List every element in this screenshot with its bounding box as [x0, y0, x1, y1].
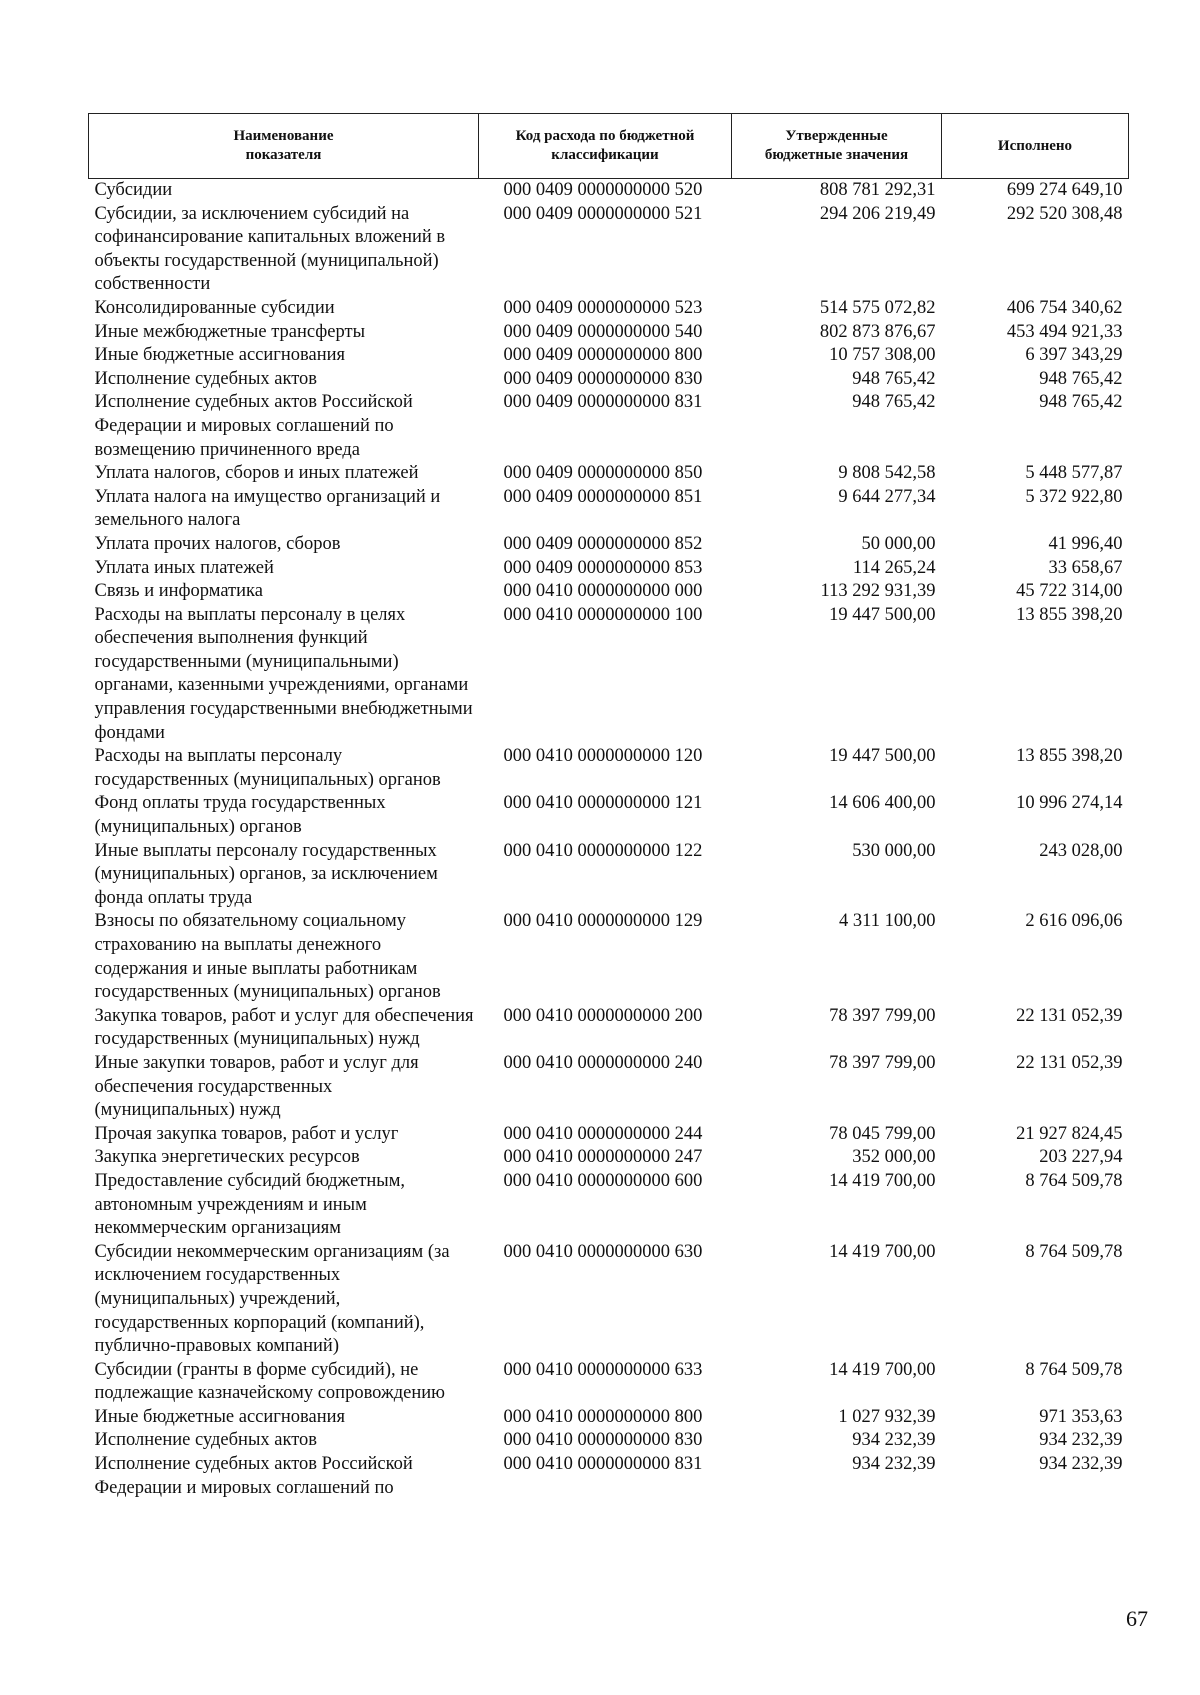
- cell-name: Расходы на выплаты персоналу государственных (муниципальных) органов: [94, 746, 441, 790]
- table-row: [89, 745, 1129, 792]
- table-row: [89, 557, 1129, 581]
- cell-approved: 10 757 308,00: [829, 345, 936, 366]
- cell-name: Иные выплаты персоналу государственных (муниципальных) органов, за исключением фонда оплаты труда: [94, 840, 438, 908]
- table-header: [89, 114, 1129, 179]
- cell-executed: 22 131 052,39: [1016, 1052, 1123, 1073]
- cell-code: 000 0409 0000000000 523: [503, 297, 703, 318]
- table-row: [89, 1241, 1129, 1359]
- cell-approved: 14 606 400,00: [829, 793, 936, 814]
- header-name: Наименование показателя: [89, 114, 479, 179]
- cell-executed: 33 658,67: [1048, 557, 1123, 578]
- cell-approved: 1 027 932,39: [838, 1406, 936, 1427]
- cell-executed: 41 996,40: [1048, 533, 1123, 554]
- table-row: [89, 1123, 1129, 1147]
- cell-executed: 13 855 398,20: [1016, 604, 1123, 625]
- cell-name: Исполнение судебных актов: [94, 368, 318, 389]
- table-body: [89, 179, 1129, 1501]
- cell-name: Фонд оплаты труда государственных (муниципальных) органов: [94, 793, 386, 838]
- cell-name: Прочая закупка товаров, работ и услуг: [94, 1123, 399, 1144]
- cell-executed: 8 764 509,78: [1025, 1170, 1123, 1191]
- cell-name: Иные бюджетные ассигнования: [94, 1406, 346, 1427]
- header-approved: Утвержденные бюджетные значения: [732, 114, 942, 179]
- cell-name: Субсидии некоммерческим организациям (за исключением государственных (муниципальных) учреждений, государственных корпораций (компаний), публично-правовых компаний): [94, 1241, 450, 1357]
- table-row: [89, 344, 1129, 368]
- table-row: [89, 1052, 1129, 1123]
- cell-code: 000 0409 0000000000 540: [503, 321, 703, 342]
- cell-name: Предоставление субсидий бюджетным, автономным учреждениям и иным некоммерческим организациям: [94, 1170, 406, 1239]
- cell-executed: 45 722 314,00: [1016, 581, 1123, 602]
- cell-approved: 948 765,42: [852, 368, 936, 389]
- cell-executed: 2 616 096,06: [1025, 911, 1123, 932]
- cell-executed: 292 520 308,48: [1006, 203, 1123, 224]
- header-code: Код расхода по бюджетной классификации: [479, 114, 732, 179]
- cell-approved: 934 232,39: [852, 1430, 936, 1451]
- cell-code: 000 0410 0000000000 630: [503, 1241, 703, 1262]
- cell-approved: 14 419 700,00: [829, 1241, 936, 1262]
- cell-approved: 9 808 542,58: [838, 463, 936, 484]
- cell-executed: 6 397 343,29: [1025, 345, 1123, 366]
- cell-code: 000 0409 0000000000 521: [503, 203, 703, 224]
- cell-code: 000 0409 0000000000 520: [503, 180, 703, 200]
- header-executed: Исполнено: [942, 114, 1129, 179]
- cell-approved: 514 575 072,82: [819, 297, 936, 318]
- cell-code: 000 0409 0000000000 851: [503, 486, 703, 507]
- cell-code: 000 0409 0000000000 852: [503, 533, 703, 554]
- cell-executed: 203 227,94: [1039, 1147, 1123, 1168]
- cell-approved: 78 397 799,00: [829, 1005, 936, 1026]
- cell-code: 000 0410 0000000000 200: [503, 1005, 703, 1026]
- cell-name: Уплата налогов, сборов и иных платежей: [94, 463, 419, 484]
- cell-approved: 78 045 799,00: [829, 1123, 936, 1144]
- table-row: [89, 486, 1129, 533]
- cell-name: Взносы по обязательному социальному страхованию на выплаты денежного содержания и иные выплаты работникам государственных (муниципальных) органов: [94, 911, 441, 1003]
- cell-executed: 8 764 509,78: [1025, 1359, 1123, 1380]
- table-row: [89, 1453, 1129, 1500]
- cell-approved: 808 781 292,31: [819, 180, 936, 200]
- table-row: [89, 1170, 1129, 1241]
- document-page: [88, 113, 1128, 1500]
- cell-executed: 948 765,42: [1039, 368, 1123, 389]
- cell-name: Уплата прочих налогов, сборов: [94, 533, 341, 554]
- cell-approved: 113 292 931,39: [820, 581, 936, 602]
- cell-approved: 948 765,42: [852, 392, 936, 413]
- table-row: [89, 1005, 1129, 1052]
- cell-code: 000 0410 0000000000 000: [503, 581, 703, 602]
- cell-name: Расходы на выплаты персоналу в целях обеспечения выполнения функций государственными (муниципальными) органами, казенными учреждениями, органами управления государственными внебюджетными фондами: [94, 604, 473, 743]
- table-row: [89, 1359, 1129, 1406]
- cell-approved: 9 644 277,34: [838, 486, 936, 507]
- cell-name: Исполнение судебных актов Российской Федерации и мировых соглашений по возмещению причиненного вреда: [94, 392, 413, 460]
- cell-approved: 19 447 500,00: [829, 746, 936, 767]
- cell-executed: 5 372 922,80: [1025, 486, 1123, 507]
- cell-executed: 10 996 274,14: [1016, 793, 1123, 814]
- cell-code: 000 0410 0000000000 831: [503, 1454, 703, 1475]
- cell-code: 000 0410 0000000000 633: [503, 1359, 703, 1380]
- cell-code: 000 0409 0000000000 830: [503, 368, 703, 389]
- cell-name: Консолидированные субсидии: [94, 297, 335, 318]
- table-row: [89, 297, 1129, 321]
- table-row: [89, 1146, 1129, 1170]
- cell-name: Субсидии, за исключением субсидий на софинансирование капитальных вложений в объекты государственной (муниципальной) собственности: [94, 203, 446, 295]
- cell-code: 000 0410 0000000000 830: [503, 1430, 703, 1451]
- cell-executed: 948 765,42: [1039, 392, 1123, 413]
- cell-approved: 934 232,39: [852, 1454, 936, 1475]
- cell-executed: 934 232,39: [1039, 1430, 1123, 1451]
- cell-name: Связь и информатика: [94, 581, 263, 602]
- cell-approved: 4 311 100,00: [839, 911, 936, 932]
- cell-name: Исполнение судебных актов: [94, 1430, 318, 1451]
- table-row: [89, 1429, 1129, 1453]
- cell-approved: 294 206 219,49: [819, 203, 936, 224]
- cell-code: 000 0410 0000000000 247: [503, 1147, 703, 1168]
- cell-executed: 971 353,63: [1039, 1406, 1123, 1427]
- cell-code: 000 0410 0000000000 800: [503, 1406, 703, 1427]
- cell-approved: 802 873 876,67: [819, 321, 936, 342]
- cell-executed: 699 274 649,10: [1006, 180, 1123, 200]
- cell-code: 000 0410 0000000000 244: [503, 1123, 703, 1144]
- cell-name: Уплата иных платежей: [94, 557, 274, 578]
- table-row: [89, 604, 1129, 746]
- cell-code: 000 0410 0000000000 122: [503, 840, 703, 861]
- cell-executed: 13 855 398,20: [1016, 746, 1123, 767]
- cell-executed: 21 927 824,45: [1016, 1123, 1123, 1144]
- cell-code: 000 0410 0000000000 240: [503, 1052, 703, 1073]
- table-row: [89, 1406, 1129, 1430]
- cell-code: 000 0410 0000000000 600: [503, 1170, 703, 1191]
- cell-approved: 19 447 500,00: [829, 604, 936, 625]
- cell-name: Субсидии (гранты в форме субсидий), не подлежащие казначейскому сопровождению: [94, 1359, 445, 1404]
- table-row: [89, 792, 1129, 839]
- table-row: [89, 910, 1129, 1004]
- cell-code: 000 0409 0000000000 800: [503, 345, 703, 366]
- table-row: [89, 462, 1129, 486]
- cell-approved: 14 419 700,00: [829, 1359, 936, 1380]
- cell-executed: 243 028,00: [1039, 840, 1123, 861]
- cell-name: Иные бюджетные ассигнования: [94, 345, 346, 366]
- cell-approved: 352 000,00: [852, 1147, 936, 1168]
- cell-code: 000 0409 0000000000 853: [503, 557, 703, 578]
- table-row: [89, 368, 1129, 392]
- cell-approved: 50 000,00: [861, 533, 936, 554]
- cell-executed: 934 232,39: [1039, 1454, 1123, 1475]
- cell-name: Иные межбюджетные трансферты: [94, 321, 366, 342]
- cell-name: Закупка товаров, работ и услуг для обеспечения государственных (муниципальных) нужд: [94, 1005, 474, 1050]
- table-row: [89, 533, 1129, 557]
- table-row: [89, 321, 1129, 345]
- table-row: [89, 580, 1129, 604]
- cell-executed: 453 494 921,33: [1006, 321, 1123, 342]
- cell-executed: 8 764 509,78: [1025, 1241, 1123, 1262]
- cell-name: Исполнение судебных актов Российской Федерации и мировых соглашений по: [94, 1454, 413, 1498]
- table-row: [89, 179, 1129, 203]
- budget-execution-table: [88, 113, 1129, 1500]
- cell-code: 000 0409 0000000000 831: [503, 392, 703, 413]
- cell-approved: 14 419 700,00: [829, 1170, 936, 1191]
- cell-name: Уплата налога на имущество организаций и земельного налога: [94, 486, 441, 531]
- cell-executed: 5 448 577,87: [1025, 463, 1123, 484]
- page-number: 67: [1126, 1606, 1148, 1631]
- cell-code: 000 0410 0000000000 120: [503, 746, 703, 767]
- table-row: [89, 840, 1129, 911]
- cell-approved: 78 397 799,00: [829, 1052, 936, 1073]
- cell-name: Иные закупки товаров, работ и услуг для обеспечения государственных (муниципальных) нужд: [94, 1052, 419, 1121]
- cell-approved: 530 000,00: [852, 840, 936, 861]
- cell-name: Субсидии: [94, 180, 173, 200]
- table-row: [89, 203, 1129, 297]
- cell-code: 000 0409 0000000000 850: [503, 463, 703, 484]
- cell-executed: 22 131 052,39: [1016, 1005, 1123, 1026]
- table-row: [89, 391, 1129, 462]
- cell-name: Закупка энергетических ресурсов: [94, 1147, 360, 1168]
- cell-code: 000 0410 0000000000 100: [503, 604, 703, 625]
- cell-code: 000 0410 0000000000 129: [503, 911, 703, 932]
- cell-approved: 114 265,24: [852, 557, 936, 578]
- cell-code: 000 0410 0000000000 121: [503, 793, 703, 814]
- cell-executed: 406 754 340,62: [1006, 297, 1123, 318]
